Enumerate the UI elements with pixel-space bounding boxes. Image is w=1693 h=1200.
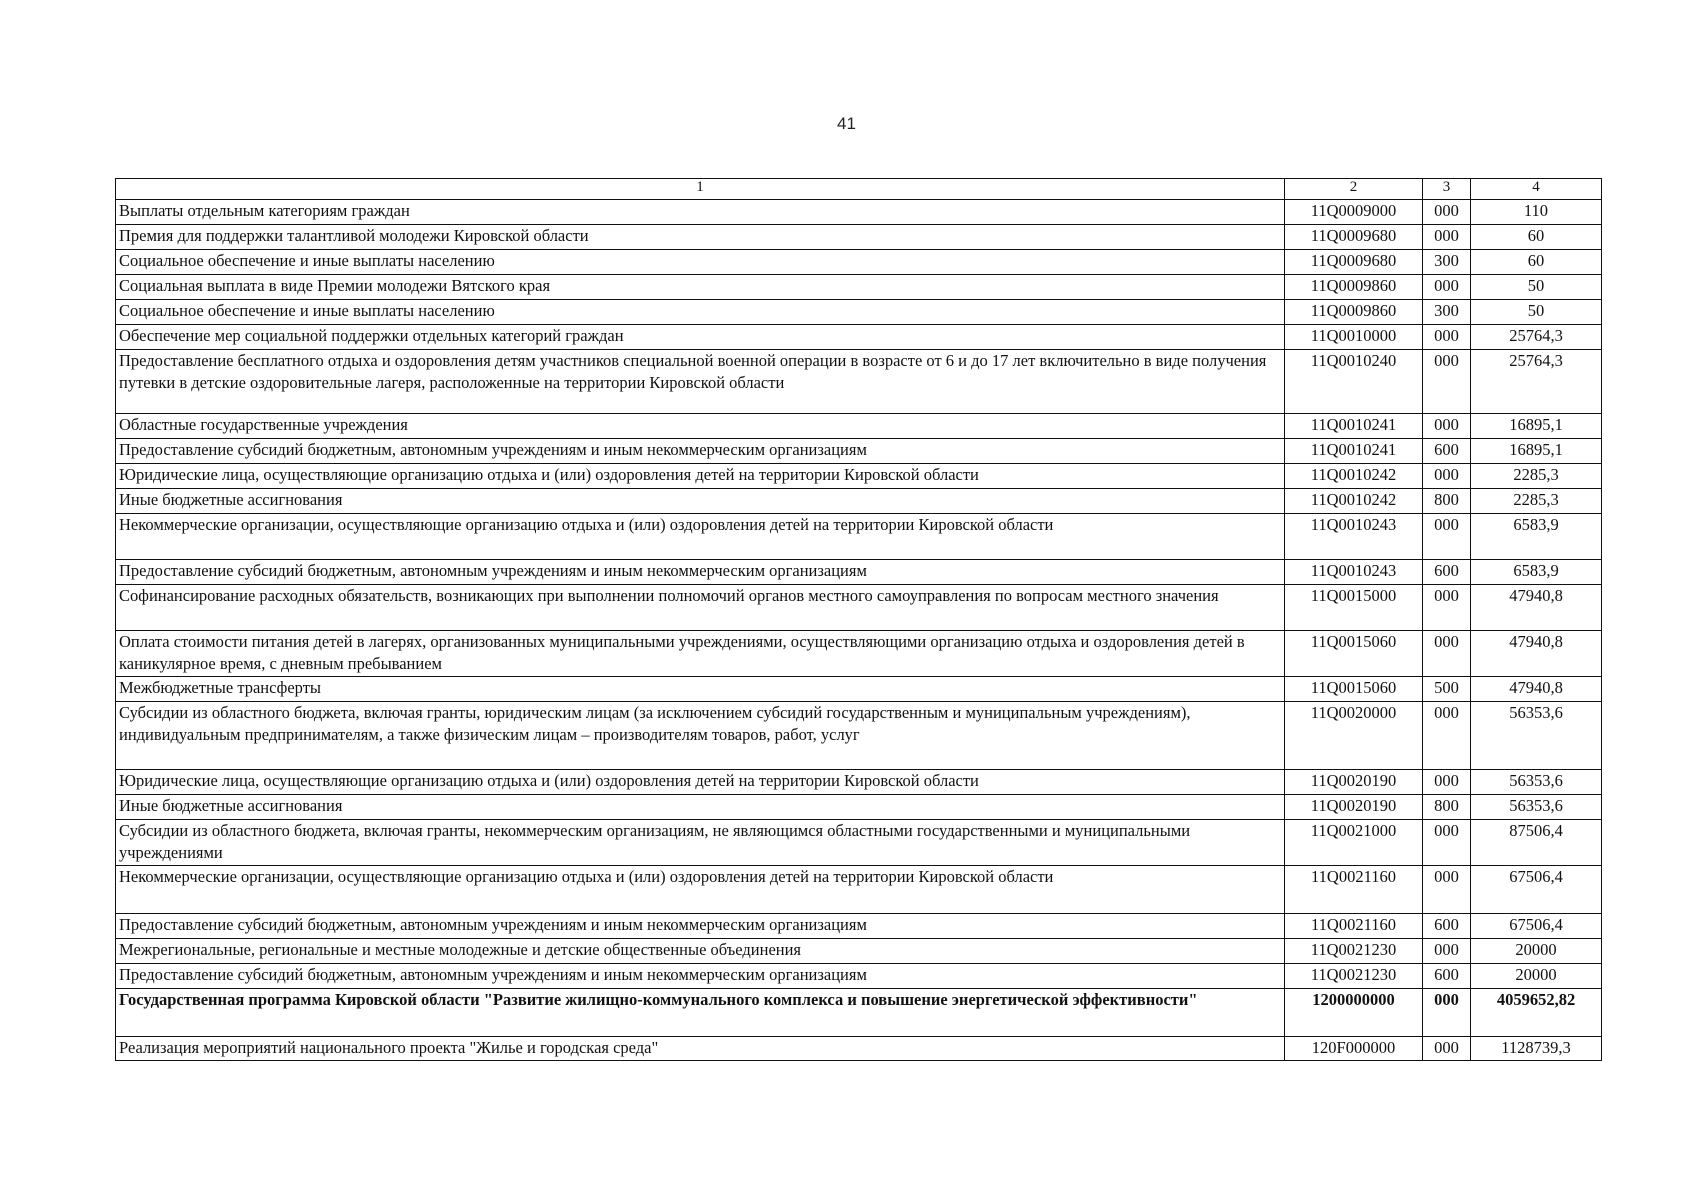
- row-kvr: 000: [1423, 820, 1471, 866]
- row-sum: 87506,4: [1471, 820, 1602, 866]
- row-sum: 20000: [1471, 964, 1602, 989]
- row-sum: 47940,8: [1471, 631, 1602, 677]
- row-name: Премия для поддержки талантливой молодежи Кировской области: [116, 225, 1285, 250]
- row-kvr: 000: [1423, 325, 1471, 350]
- row-code: 11Q0009000: [1285, 200, 1423, 225]
- row-code: 11Q0020190: [1285, 770, 1423, 795]
- table-row: [116, 325, 1602, 350]
- row-kvr: 000: [1423, 275, 1471, 300]
- row-name: Иные бюджетные ассигнования: [116, 489, 1285, 514]
- header-col-4: 4: [1471, 179, 1602, 200]
- row-sum: 20000: [1471, 939, 1602, 964]
- budget-table: [115, 178, 1602, 1061]
- table-row: [116, 1037, 1602, 1061]
- row-kvr: 800: [1423, 489, 1471, 514]
- row-kvr: 000: [1423, 1037, 1471, 1061]
- table-row: [116, 820, 1602, 866]
- page-number: 41: [837, 114, 856, 133]
- row-code: 11Q0020190: [1285, 795, 1423, 820]
- row-code: 11Q0009680: [1285, 225, 1423, 250]
- row-code: 11Q0015000: [1285, 585, 1423, 631]
- row-sum: 50: [1471, 300, 1602, 325]
- table-row: [116, 770, 1602, 795]
- row-name: Межбюджетные трансферты: [116, 677, 1285, 702]
- row-name: Предоставление бесплатного отдыха и оздоровления детям участников специальной военной операции в возрасте от 6 и до 17 лет включительно в виде получения путевки в детские оздоровительные лагеря, расположенные на территории Кировской области: [116, 350, 1285, 414]
- row-code: 11Q0010241: [1285, 439, 1423, 464]
- row-name: Предоставление субсидий бюджетным, автономным учреждениям и иным некоммерческим организациям: [116, 560, 1285, 585]
- row-sum: 16895,1: [1471, 414, 1602, 439]
- row-sum: 60: [1471, 225, 1602, 250]
- table-row: [116, 795, 1602, 820]
- table-row: [116, 631, 1602, 677]
- row-name: Некоммерческие организации, осуществляющие организацию отдыха и (или) оздоровления детей на территории Кировской области: [116, 514, 1285, 560]
- row-sum: 67506,4: [1471, 866, 1602, 914]
- row-kvr: 300: [1423, 300, 1471, 325]
- row-kvr: 000: [1423, 585, 1471, 631]
- row-code: 11Q0009680: [1285, 250, 1423, 275]
- row-name: Предоставление субсидий бюджетным, автономным учреждениям и иным некоммерческим организациям: [116, 964, 1285, 989]
- row-sum: 47940,8: [1471, 585, 1602, 631]
- row-kvr: 000: [1423, 200, 1471, 225]
- row-name: Предоставление субсидий бюджетным, автономным учреждениям и иным некоммерческим организациям: [116, 914, 1285, 939]
- row-name: Межрегиональные, региональные и местные молодежные и детские общественные объединения: [116, 939, 1285, 964]
- row-kvr: 600: [1423, 964, 1471, 989]
- row-sum: 2285,3: [1471, 464, 1602, 489]
- row-code: 11Q0021000: [1285, 820, 1423, 866]
- table-row: [116, 914, 1602, 939]
- row-sum: 2285,3: [1471, 489, 1602, 514]
- row-sum: 56353,6: [1471, 770, 1602, 795]
- row-kvr: 000: [1423, 989, 1471, 1037]
- table-row: [116, 702, 1602, 770]
- row-kvr: 000: [1423, 702, 1471, 770]
- row-sum: 25764,3: [1471, 350, 1602, 414]
- row-name: Юридические лица, осуществляющие организацию отдыха и (или) оздоровления детей на территории Кировской области: [116, 464, 1285, 489]
- table-row: [116, 585, 1602, 631]
- row-code: 11Q0015060: [1285, 631, 1423, 677]
- row-kvr: 600: [1423, 914, 1471, 939]
- row-sum: 6583,9: [1471, 514, 1602, 560]
- table-row: [116, 275, 1602, 300]
- row-name: Обеспечение мер социальной поддержки отдельных категорий граждан: [116, 325, 1285, 350]
- row-kvr: 000: [1423, 514, 1471, 560]
- row-kvr: 000: [1423, 464, 1471, 489]
- row-name: Юридические лица, осуществляющие организацию отдыха и (или) оздоровления детей на территории Кировской области: [116, 770, 1285, 795]
- row-code: 11Q0021160: [1285, 866, 1423, 914]
- table-row: [116, 200, 1602, 225]
- row-code: 11Q0010000: [1285, 325, 1423, 350]
- row-kvr: 300: [1423, 250, 1471, 275]
- row-code: 11Q0010240: [1285, 350, 1423, 414]
- row-name: Субсидии из областного бюджета, включая гранты, юридическим лицам (за исключением субсидий государственным и муниципальным учреждениям), индивидуальным предпринимателям, а также физическим лицам – производителям товаров, работ, услуг: [116, 702, 1285, 770]
- table-row: [116, 489, 1602, 514]
- row-name: Выплаты отдельным категориям граждан: [116, 200, 1285, 225]
- row-kvr: 000: [1423, 631, 1471, 677]
- row-code: 11Q0021230: [1285, 939, 1423, 964]
- row-sum: 110: [1471, 200, 1602, 225]
- header-col-2: 2: [1285, 179, 1423, 200]
- table-row: [116, 866, 1602, 914]
- row-name: Реализация мероприятий национального проекта "Жилье и городская среда": [116, 1037, 1285, 1061]
- row-name: Социальное обеспечение и иные выплаты населению: [116, 300, 1285, 325]
- table-row: [116, 414, 1602, 439]
- row-name: Государственная программа Кировской области "Развитие жилищно-коммунального комплекса и повышение энергетической эффективности": [116, 989, 1285, 1037]
- row-kvr: 000: [1423, 350, 1471, 414]
- header-col-1: 1: [116, 179, 1285, 200]
- row-sum: 50: [1471, 275, 1602, 300]
- table-row: [116, 514, 1602, 560]
- row-code: 11Q0021230: [1285, 964, 1423, 989]
- row-name: Субсидии из областного бюджета, включая гранты, некоммерческим организациям, не являющимся областными государственными и муниципальными учреждениями: [116, 820, 1285, 866]
- table-row: [116, 300, 1602, 325]
- row-sum: 6583,9: [1471, 560, 1602, 585]
- table-row: [116, 225, 1602, 250]
- row-name: Социальное обеспечение и иные выплаты населению: [116, 250, 1285, 275]
- row-sum: 16895,1: [1471, 439, 1602, 464]
- table-row: [116, 939, 1602, 964]
- row-code: 11Q0010243: [1285, 560, 1423, 585]
- header-col-3: 3: [1423, 179, 1471, 200]
- row-code: 11Q0021160: [1285, 914, 1423, 939]
- table-row: [116, 560, 1602, 585]
- row-name: Софинансирование расходных обязательств, возникающих при выполнении полномочий органов местного самоуправления по вопросам местного значения: [116, 585, 1285, 631]
- row-name: Социальная выплата в виде Премии молодежи Вятского края: [116, 275, 1285, 300]
- row-kvr: 000: [1423, 770, 1471, 795]
- row-sum: 56353,6: [1471, 702, 1602, 770]
- row-kvr: 600: [1423, 439, 1471, 464]
- table-row: [116, 677, 1602, 702]
- row-name: Оплата стоимости питания детей в лагерях, организованных муниципальными учреждениями, осуществляющими организацию отдыха и оздоровления детей в каникулярное время, с дневным пребыванием: [116, 631, 1285, 677]
- row-sum: 4059652,82: [1471, 989, 1602, 1037]
- row-name: Некоммерческие организации, осуществляющие организацию отдыха и (или) оздоровления детей на территории Кировской области: [116, 866, 1285, 914]
- row-code: 1200000000: [1285, 989, 1423, 1037]
- row-code: 11Q0010242: [1285, 489, 1423, 514]
- row-code: 11Q0010242: [1285, 464, 1423, 489]
- row-code: 11Q0010241: [1285, 414, 1423, 439]
- row-kvr: 800: [1423, 795, 1471, 820]
- row-sum: 47940,8: [1471, 677, 1602, 702]
- table-row: [116, 464, 1602, 489]
- table-row: [116, 989, 1602, 1037]
- row-name: Областные государственные учреждения: [116, 414, 1285, 439]
- row-kvr: 500: [1423, 677, 1471, 702]
- row-name: Иные бюджетные ассигнования: [116, 795, 1285, 820]
- row-kvr: 600: [1423, 560, 1471, 585]
- table-row: [116, 350, 1602, 414]
- row-code: 11Q0010243: [1285, 514, 1423, 560]
- row-sum: 60: [1471, 250, 1602, 275]
- row-code: 11Q0009860: [1285, 300, 1423, 325]
- row-code: 120F000000: [1285, 1037, 1423, 1061]
- row-code: 11Q0015060: [1285, 677, 1423, 702]
- table-body: [116, 200, 1602, 1061]
- row-kvr: 000: [1423, 939, 1471, 964]
- row-sum: 56353,6: [1471, 795, 1602, 820]
- row-sum: 67506,4: [1471, 914, 1602, 939]
- row-code: 11Q0020000: [1285, 702, 1423, 770]
- header-row: [116, 179, 1602, 200]
- row-kvr: 000: [1423, 414, 1471, 439]
- row-sum: 1128739,3: [1471, 1037, 1602, 1061]
- table-row: [116, 439, 1602, 464]
- row-kvr: 000: [1423, 225, 1471, 250]
- table-row: [116, 250, 1602, 275]
- row-kvr: 000: [1423, 866, 1471, 914]
- row-name: Предоставление субсидий бюджетным, автономным учреждениям и иным некоммерческим организациям: [116, 439, 1285, 464]
- row-sum: 25764,3: [1471, 325, 1602, 350]
- table-row: [116, 964, 1602, 989]
- row-code: 11Q0009860: [1285, 275, 1423, 300]
